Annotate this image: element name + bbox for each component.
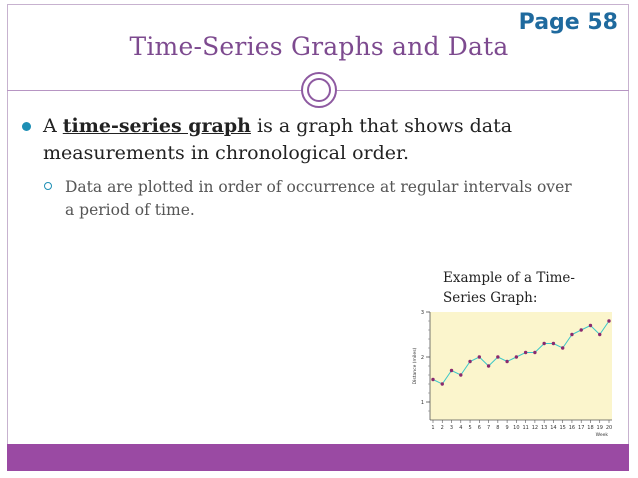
x-tick-label: 6 [477,425,481,431]
data-point [441,382,444,385]
data-point [505,360,508,363]
key-term: time-series graph [62,115,251,137]
bullet-prefix: A [43,115,63,137]
x-tick-label: 9 [505,425,509,431]
data-point [450,369,453,372]
main-bullet-text [43,113,592,167]
x-tick-label: 5 [468,425,472,431]
data-point [496,355,499,358]
x-tick-label: 18 [587,425,594,431]
x-tick-label: 2 [440,425,444,431]
x-tick-label: 14 [550,425,557,431]
x-tick-label: 13 [540,425,548,431]
x-tick-label: 10 [513,425,520,431]
divider-ring-ornament [301,72,337,108]
x-tick-label: 17 [578,425,585,431]
y-tick-label: 2 [420,355,424,361]
data-point [524,351,527,354]
slide-title: Time-Series Graphs and Data [129,32,509,61]
data-point [533,351,536,354]
x-tick-label: 15 [559,425,566,431]
sub-bullet [44,176,584,222]
x-tick-label: 8 [496,425,500,431]
data-point [561,346,564,349]
data-point [431,378,434,381]
data-point [468,360,471,363]
x-tick-label: 7 [486,425,491,431]
data-point [478,355,481,358]
x-tick-label: 11 [522,425,529,431]
x-tick-label: 1 [431,425,435,431]
x-tick-label: 4 [459,425,463,431]
bullet-dot-icon [22,122,31,131]
data-point [570,333,573,336]
sub-bullet-text: Data are plotted in order of occurrence at regular intervals over a period of time. [65,178,572,219]
page-number-label: Page 58 [518,10,618,35]
x-tick-label: 19 [596,425,603,431]
x-tick-label: 20 [605,425,613,431]
data-point [542,342,545,345]
main-bullet [22,113,592,167]
bullet-suffix: is a graph that shows data measurements in chronological order. [43,115,513,164]
data-point [459,373,462,376]
x-axis-title: Week [595,433,608,438]
y-tick-label: 3 [420,310,424,316]
footer-bar [7,444,629,471]
y-tick-label: 1 [420,400,424,406]
x-tick-label: 16 [568,425,576,431]
data-point [487,364,490,367]
chart-caption: Example of a Time-Series Graph: [443,270,575,306]
data-point [598,333,601,336]
data-point [515,355,518,358]
data-point [552,342,555,345]
x-tick-label: 3 [449,425,454,431]
y-axis-title: Distance (miles) [413,347,418,385]
sub-bullet-circle-icon [44,182,52,190]
x-tick-label: 12 [531,425,539,431]
data-point [607,319,610,322]
data-point [589,324,592,327]
data-point [580,328,583,331]
time-series-chart [410,308,616,438]
